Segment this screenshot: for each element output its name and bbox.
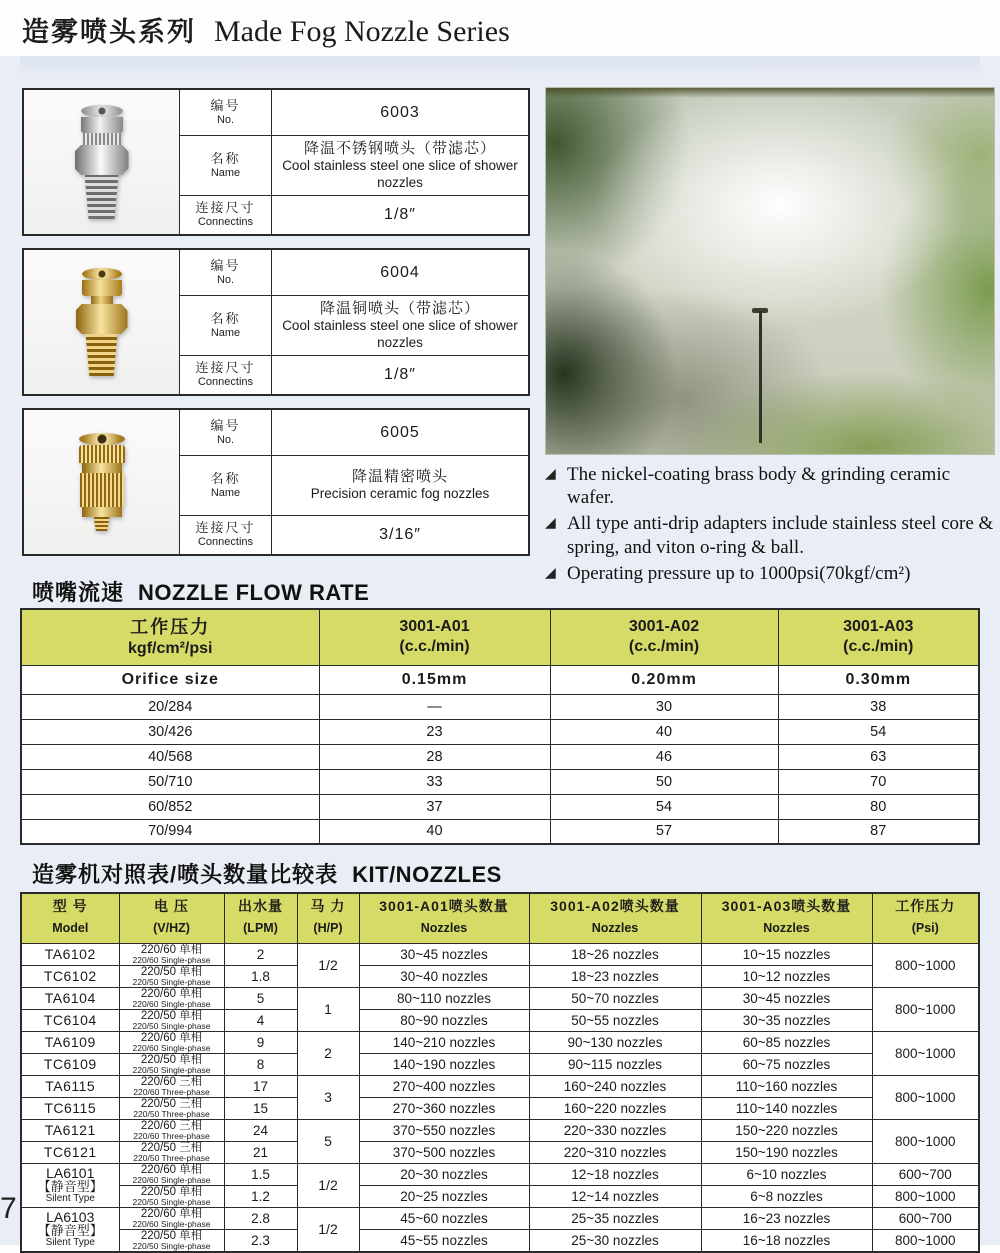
product-image-6005: [24, 410, 180, 554]
product-name: 降温不锈钢喷头（带滤芯） Cool stainless steel one slice of shower nozzles: [282, 140, 518, 190]
col-header-a02: 3001-A02 (c.c./min): [550, 609, 778, 665]
page-title-en: Made Fog Nozzle Series: [214, 15, 510, 48]
product-card-6004: [22, 248, 530, 396]
psi-merged-cell: 800~1000: [872, 1075, 979, 1119]
kit-row-TA6109: TA6109 220/60 单相 220/60 Single-phase 9 2 140~210 nozzles 90~130 nozzles 60~85 nozzles 800~1000: [21, 1031, 979, 1053]
col-header-a01: 3001-A01 (c.c./min): [319, 609, 550, 665]
feature-item: ◢ The nickel-coating brass body & grinding ceramic wafer.: [545, 464, 951, 509]
psi-merged-cell: 800~1000: [872, 987, 979, 1031]
kit-nozzles-section-title: 造雾机对照表/喷头数量比较表 KIT/NOZZLES: [32, 862, 502, 887]
feature-item: ◢ Operating pressure up to 1000psi(70kgf/cm²): [545, 562, 911, 584]
kit-row-LA6101-50: 220/50 单相 220/50 Single-phase 1.2 20~25 nozzles 12~14 nozzles 6~8 nozzles 800~1000: [21, 1185, 979, 1207]
col-header-a01-nozzles: 3001-A01喷头数量 Nozzles: [359, 893, 529, 943]
page-title-zh: 造雾喷头系列: [22, 17, 196, 47]
label-no: 编号 No.: [180, 250, 272, 295]
hp-merged-cell: 2: [297, 1031, 359, 1075]
label-connectins: 连接尺寸 Connectins: [180, 196, 272, 234]
label-no: 编号 No.: [180, 410, 272, 455]
kit-row-LA6103-50: 220/50 单相 220/50 Single-phase 2.3 45~55 nozzles 25~30 nozzles 16~18 nozzles 800~1000: [21, 1229, 979, 1252]
kit-row-TA6121: TA6121 220/60 三相 220/60 Three-phase 24 5 370~550 nozzles 220~330 nozzles 150~220 nozzles 800~1000: [21, 1119, 979, 1141]
hp-merged-cell: 3: [297, 1075, 359, 1119]
product-image-6003: [24, 90, 180, 234]
fog-garden-photo: [545, 87, 995, 455]
flow-row: 20/284 — 30 38: [21, 694, 979, 719]
col-header-model: 型 号 Model: [21, 893, 119, 943]
chrome-nozzle-icon: [75, 105, 129, 219]
orifice-size-row: Orifice size 0.15mm 0.20mm 0.30mm: [21, 665, 979, 694]
page-number: 7: [0, 1192, 17, 1225]
kit-row-TC6104: TC6104 220/50 单相 220/50 Single-phase 4 80~90 nozzles 50~55 nozzles 30~35 nozzles: [21, 1009, 979, 1031]
hp-merged-cell: 5: [297, 1119, 359, 1163]
kit-nozzles-table: [20, 892, 980, 1253]
silent-model-cell: LA6101 【静音型】 Silent Type: [21, 1163, 119, 1207]
flow-row: 30/426 23 40 54: [21, 719, 979, 744]
kit-row-LA6101-60: LA6101 【静音型】 Silent Type 220/60 单相 220/60 Single-phase 1.5 1/2 20~30 nozzles 12~18 nozzles 6~10 nozzles 600~700: [21, 1163, 979, 1185]
kit-table-header: [21, 893, 979, 943]
flow-row: 70/994 40 57 87: [21, 819, 979, 844]
label-name: 名称 Name: [180, 456, 272, 515]
col-header-psi: 工作压力 (Psi): [872, 893, 979, 943]
label-connectins: 连接尺寸 Connectins: [180, 356, 272, 394]
col-header-pressure: 工作压力 kgf/cm²/psi: [21, 609, 319, 665]
title-divider: [20, 56, 980, 80]
hp-merged-cell: 1/2: [297, 1207, 359, 1252]
hp-merged-cell: 1/2: [297, 943, 359, 987]
flow-row: 50/710 33 50 70: [21, 769, 979, 794]
product-connection-size: 1/8″: [384, 366, 416, 384]
kit-row-TA6104: TA6104 220/60 单相 220/60 Single-phase 5 1 80~110 nozzles 50~70 nozzles 30~45 nozzles 800~1000: [21, 987, 979, 1009]
misting-pole: [759, 311, 762, 443]
kit-row-LA6103-60: LA6103 【静音型】 Silent Type 220/60 单相 220/60 Single-phase 2.8 1/2 45~60 nozzles 25~35 nozzles 16~23 nozzles 600~700: [21, 1207, 979, 1229]
kit-row-TA6102: TA6102 220/60 单相 220/60 Single-phase 2 1/2 30~45 nozzles 18~26 nozzles 10~15 nozzles 800~1000: [21, 943, 979, 965]
product-connection-size: 1/8″: [384, 206, 416, 224]
gold-precision-nozzle-icon: [79, 433, 125, 531]
flow-table-header: [21, 609, 979, 665]
feature-list: [545, 463, 997, 588]
product-no: 6004: [380, 263, 420, 281]
product-card-6003: [22, 88, 530, 236]
product-connection-size: 3/16″: [379, 526, 421, 544]
product-card-6005: [22, 408, 530, 556]
page-title: [22, 10, 510, 49]
nozzle-flow-rate-table: [20, 608, 980, 845]
col-header-voltage: 电 压 (V/HZ): [119, 893, 224, 943]
col-header-a02-nozzles: 3001-A02喷头数量 Nozzles: [529, 893, 701, 943]
product-no: 6005: [380, 423, 420, 441]
kit-row-TC6109: TC6109 220/50 单相 220/50 Single-phase 8 140~190 nozzles 90~115 nozzles 60~75 nozzles: [21, 1053, 979, 1075]
product-no: 6003: [380, 103, 420, 121]
flow-rate-section-title: 喷嘴流速 NOZZLE FLOW RATE: [32, 580, 370, 605]
kit-row-TA6115: TA6115 220/60 三相 220/60 Three-phase 17 3 270~400 nozzles 160~240 nozzles 110~160 nozzles 800~1000: [21, 1075, 979, 1097]
col-header-hp: 马 力 (H/P): [297, 893, 359, 943]
kit-row-TC6115: TC6115 220/50 三相 220/50 Three-phase 15 270~360 nozzles 160~220 nozzles 110~140 nozzles: [21, 1097, 979, 1119]
brass-nozzle-icon: [76, 268, 128, 376]
triangle-bullet-icon: ◢: [545, 565, 556, 581]
psi-merged-cell: 800~1000: [872, 1031, 979, 1075]
product-name: 降温铜喷头（带滤芯） Cool stainless steel one slice of shower nozzles: [282, 300, 518, 350]
psi-merged-cell: 800~1000: [872, 1119, 979, 1163]
hp-merged-cell: 1: [297, 987, 359, 1031]
psi-merged-cell: 800~1000: [872, 943, 979, 987]
label-connectins: 连接尺寸 Connectins: [180, 516, 272, 554]
silent-model-cell: LA6103 【静音型】 Silent Type: [21, 1207, 119, 1252]
feature-item: ◢ All type anti-drip adapters include stainless steel core & spring, and viton o-ring & ball.: [545, 513, 994, 558]
kit-row-TC6121: TC6121 220/50 三相 220/50 Three-phase 21 370~500 nozzles 220~310 nozzles 150~190 nozzles: [21, 1141, 979, 1163]
col-header-lpm: 出水量 (LPM): [224, 893, 297, 943]
label-name: 名称 Name: [180, 296, 272, 355]
col-header-a03: 3001-A03 (c.c./min): [778, 609, 979, 665]
flow-row: 40/568 28 46 63: [21, 744, 979, 769]
flow-row: 60/852 37 54 80: [21, 794, 979, 819]
triangle-bullet-icon: ◢: [545, 516, 556, 532]
product-image-6004: [24, 250, 180, 394]
label-name: 名称 Name: [180, 136, 272, 195]
label-no: 编号 No.: [180, 90, 272, 135]
kit-row-TC6102: TC6102 220/50 单相 220/50 Single-phase 1.8 30~40 nozzles 18~23 nozzles 10~12 nozzles: [21, 965, 979, 987]
triangle-bullet-icon: ◢: [545, 467, 556, 482]
product-name: 降温精密喷头 Precision ceramic fog nozzles: [310, 468, 490, 502]
col-header-a03-nozzles: 3001-A03喷头数量 Nozzles: [701, 893, 872, 943]
hp-merged-cell: 1/2: [297, 1163, 359, 1207]
